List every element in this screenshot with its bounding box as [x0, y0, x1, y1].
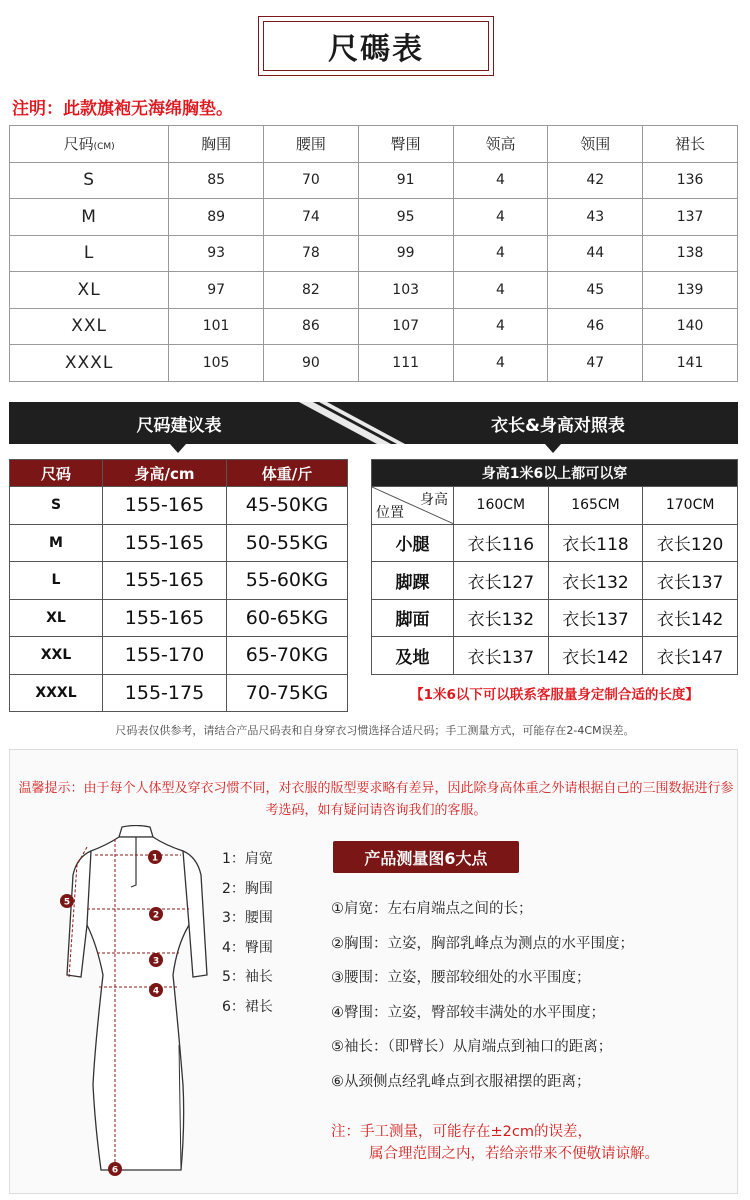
table-cell: 衣长116	[454, 524, 549, 562]
length-banner: 身高1米6以上都可以穿	[372, 460, 738, 487]
size-cell: XXXL	[10, 674, 103, 712]
table-cell: 97	[169, 272, 264, 309]
size-header-cell: 尺码(CM)	[10, 126, 169, 163]
table-cell: 47	[548, 345, 643, 382]
position-cell: 小腿	[372, 524, 454, 562]
marker-1: 1	[151, 853, 159, 864]
dress-diagram	[55, 825, 215, 1180]
table-cell: 4	[453, 345, 548, 382]
table-cell: 衣长132	[548, 562, 643, 600]
table-cell: 107	[358, 308, 453, 345]
table-cell: 衣长137	[454, 637, 549, 675]
table-row	[10, 308, 738, 345]
table-cell: 衣长147	[643, 637, 738, 675]
size-cell: XXL	[10, 637, 103, 675]
table-row	[372, 524, 738, 562]
measure-item: ②胸围：立姿，胸部乳峰点为测点的水平围度；	[331, 935, 634, 952]
table-cell: 155-165	[103, 524, 227, 562]
table-cell: 衣长120	[643, 524, 738, 562]
table-cell: 93	[169, 235, 264, 272]
size-cell: XXL	[10, 308, 169, 345]
table-cell: 74	[264, 199, 359, 236]
table-row	[10, 599, 348, 637]
table-cell: 4	[453, 308, 548, 345]
size-cell: M	[10, 199, 169, 236]
arrow-down-icon	[545, 444, 561, 453]
legend-item: 6：裙长	[222, 998, 273, 1015]
table-cell: 155-165	[103, 562, 227, 600]
tip-text: 温馨提示：由于每个人体型及穿衣习惯不同，对衣服的版型要求略有差异，因此除身高体重之外请根据自己的三围数据进行参考选码，如有疑问请咨询我们的客服。	[18, 781, 734, 818]
header-weight: 体重/斤	[227, 460, 348, 487]
header-hip: 臀围	[358, 126, 453, 163]
table-cell: 44	[548, 235, 643, 272]
table-cell: 衣长142	[643, 599, 738, 637]
table-cell: 50-55KG	[227, 524, 348, 562]
table-cell: 65-70KG	[227, 637, 348, 675]
header-waist: 腰围	[264, 126, 359, 163]
table-cell: 155-165	[103, 599, 227, 637]
measure-item: ①肩宽：左右肩端点之间的长；	[331, 901, 533, 917]
section-bar	[9, 402, 738, 444]
left-sleeve	[67, 851, 91, 977]
bar-label-recommend: 尺码建议表	[136, 415, 222, 436]
size-cell: L	[10, 562, 103, 600]
table-row	[10, 345, 738, 382]
table-cell: 155-175	[103, 674, 227, 712]
position-cell: 及地	[372, 637, 454, 675]
table-cell: 衣长137	[643, 562, 738, 600]
table-cell: 45-50KG	[227, 487, 348, 525]
table-row	[10, 674, 348, 712]
diag-label-position: 位置	[376, 504, 404, 521]
table-cell: 衣长132	[454, 599, 549, 637]
title-frame	[258, 16, 494, 76]
legend-item: 2：胸围	[222, 880, 273, 897]
arrow-down-icon	[170, 444, 186, 453]
marker-6: 6	[111, 1165, 119, 1176]
section-title: 产品测量图6大点	[333, 841, 519, 873]
size-cell: L	[10, 235, 169, 272]
foot-note-line: 属合理范围之内，若给亲带来不便敬请谅解。	[369, 1146, 659, 1162]
length-banner-row	[372, 460, 738, 487]
bar-label-length: 衣长&身高对照表	[491, 415, 625, 436]
table-cell: 45	[548, 272, 643, 309]
page-title: 尺碼表	[328, 32, 424, 67]
length-note: 【1米6以下可以联系客服量身定制合适的长度】	[410, 687, 699, 703]
table-cell: 82	[264, 272, 359, 309]
table-cell: 43	[548, 199, 643, 236]
diag-label-height: 身高	[420, 492, 448, 508]
position-cell: 脚面	[372, 599, 454, 637]
header-height: 身高/cm	[103, 460, 227, 487]
height-col-165: 165CM	[548, 487, 643, 525]
legend-item: 4：臀围	[222, 939, 273, 956]
foot-note-line: 注：手工测量，可能存在±2cm的误差，	[331, 1124, 592, 1140]
size-cell: XL	[10, 272, 169, 309]
table-row	[10, 524, 348, 562]
measure-item: ⑤袖长：（即臂长）从肩端点到袖口的距离；	[331, 1039, 613, 1055]
marker-3: 3	[152, 956, 160, 967]
table-cell: 衣长118	[548, 524, 643, 562]
table-cell: 155-170	[103, 637, 227, 675]
table-cell: 103	[358, 272, 453, 309]
table-cell: 86	[264, 308, 359, 345]
table-cell: 111	[358, 345, 453, 382]
foot-note	[331, 1121, 659, 1165]
table-row	[372, 562, 738, 600]
table-cell: 99	[358, 235, 453, 272]
length-header-row	[372, 487, 738, 525]
table-cell: 105	[169, 345, 264, 382]
size-cell: S	[10, 162, 169, 199]
table-cell: 89	[169, 199, 264, 236]
header-skirt-length: 裙长	[643, 126, 738, 163]
table-cell: 91	[358, 162, 453, 199]
table-row	[10, 562, 348, 600]
table-cell: 138	[643, 235, 738, 272]
table-cell: 4	[453, 199, 548, 236]
table-cell: 70-75KG	[227, 674, 348, 712]
table-row	[10, 235, 738, 272]
table-cell: 60-65KG	[227, 599, 348, 637]
table-cell: 139	[643, 272, 738, 309]
table-cell: 136	[643, 162, 738, 199]
table-cell: 95	[358, 199, 453, 236]
table-cell: 140	[643, 308, 738, 345]
table-cell: 衣长142	[548, 637, 643, 675]
table-row	[372, 637, 738, 675]
table-cell: 55-60KG	[227, 562, 348, 600]
disclaimer-text: 尺码表仅供参考，请结合产品尺码表和自身穿衣习惯选择合适尺码；手工测量方式，可能存在2-4CM误差。	[115, 724, 635, 737]
table-cell: 90	[264, 345, 359, 382]
dress-body	[85, 837, 189, 1170]
header-collar-girth: 领围	[548, 126, 643, 163]
table-cell: 4	[453, 272, 548, 309]
legend-item: 1：肩宽	[222, 851, 273, 867]
recommend-header	[10, 460, 348, 487]
height-col-170: 170CM	[643, 487, 738, 525]
marker-4: 4	[152, 986, 160, 997]
table-row	[372, 599, 738, 637]
table-cell: 4	[453, 235, 548, 272]
recommend-table	[9, 459, 348, 712]
measure-item: ⑥从颈侧点经乳峰点到衣服裙摆的距离；	[331, 1073, 591, 1090]
diagram-legend	[222, 848, 273, 1025]
length-table	[371, 459, 738, 675]
table-row	[10, 637, 348, 675]
table-cell: 衣长137	[548, 599, 643, 637]
header-size: 尺码	[10, 460, 103, 487]
table-cell: 衣长127	[454, 562, 549, 600]
measure-item: ③腰围：立姿，腰部较细处的水平围度；	[331, 970, 591, 986]
legend-item: 5：袖长	[222, 969, 273, 985]
header-collar-height: 领高	[453, 126, 548, 163]
note-text: 注明：此款旗袍无海绵胸垫。	[12, 99, 233, 119]
table-row	[10, 272, 738, 309]
table-row	[10, 199, 738, 236]
table-cell: 141	[643, 345, 738, 382]
table-row	[10, 162, 738, 199]
table-cell: 78	[264, 235, 359, 272]
table-cell: 101	[169, 308, 264, 345]
table-cell: 137	[643, 199, 738, 236]
measure-item: ④臀围：立姿，臀部较丰满处的水平围度；	[331, 1004, 605, 1021]
size-table-header	[10, 126, 738, 163]
table-cell: 42	[548, 162, 643, 199]
collar-shape	[119, 826, 153, 838]
measure-list	[331, 897, 634, 1104]
table-cell: 46	[548, 308, 643, 345]
height-col-160: 160CM	[454, 487, 549, 525]
table-row	[10, 487, 348, 525]
size-table	[9, 125, 738, 382]
legend-item: 3：腰围	[222, 910, 273, 926]
header-bust: 胸围	[169, 126, 264, 163]
size-cell: S	[10, 487, 103, 525]
position-cell: 脚踝	[372, 562, 454, 600]
marker-2: 2	[152, 910, 160, 921]
table-cell: 85	[169, 162, 264, 199]
marker-5: 5	[63, 897, 71, 908]
diagonal-header	[372, 487, 454, 525]
size-cell: XL	[10, 599, 103, 637]
table-cell: 4	[453, 162, 548, 199]
size-cell: XXXL	[10, 345, 169, 382]
size-cell: M	[10, 524, 103, 562]
table-cell: 70	[264, 162, 359, 199]
table-cell: 155-165	[103, 487, 227, 525]
